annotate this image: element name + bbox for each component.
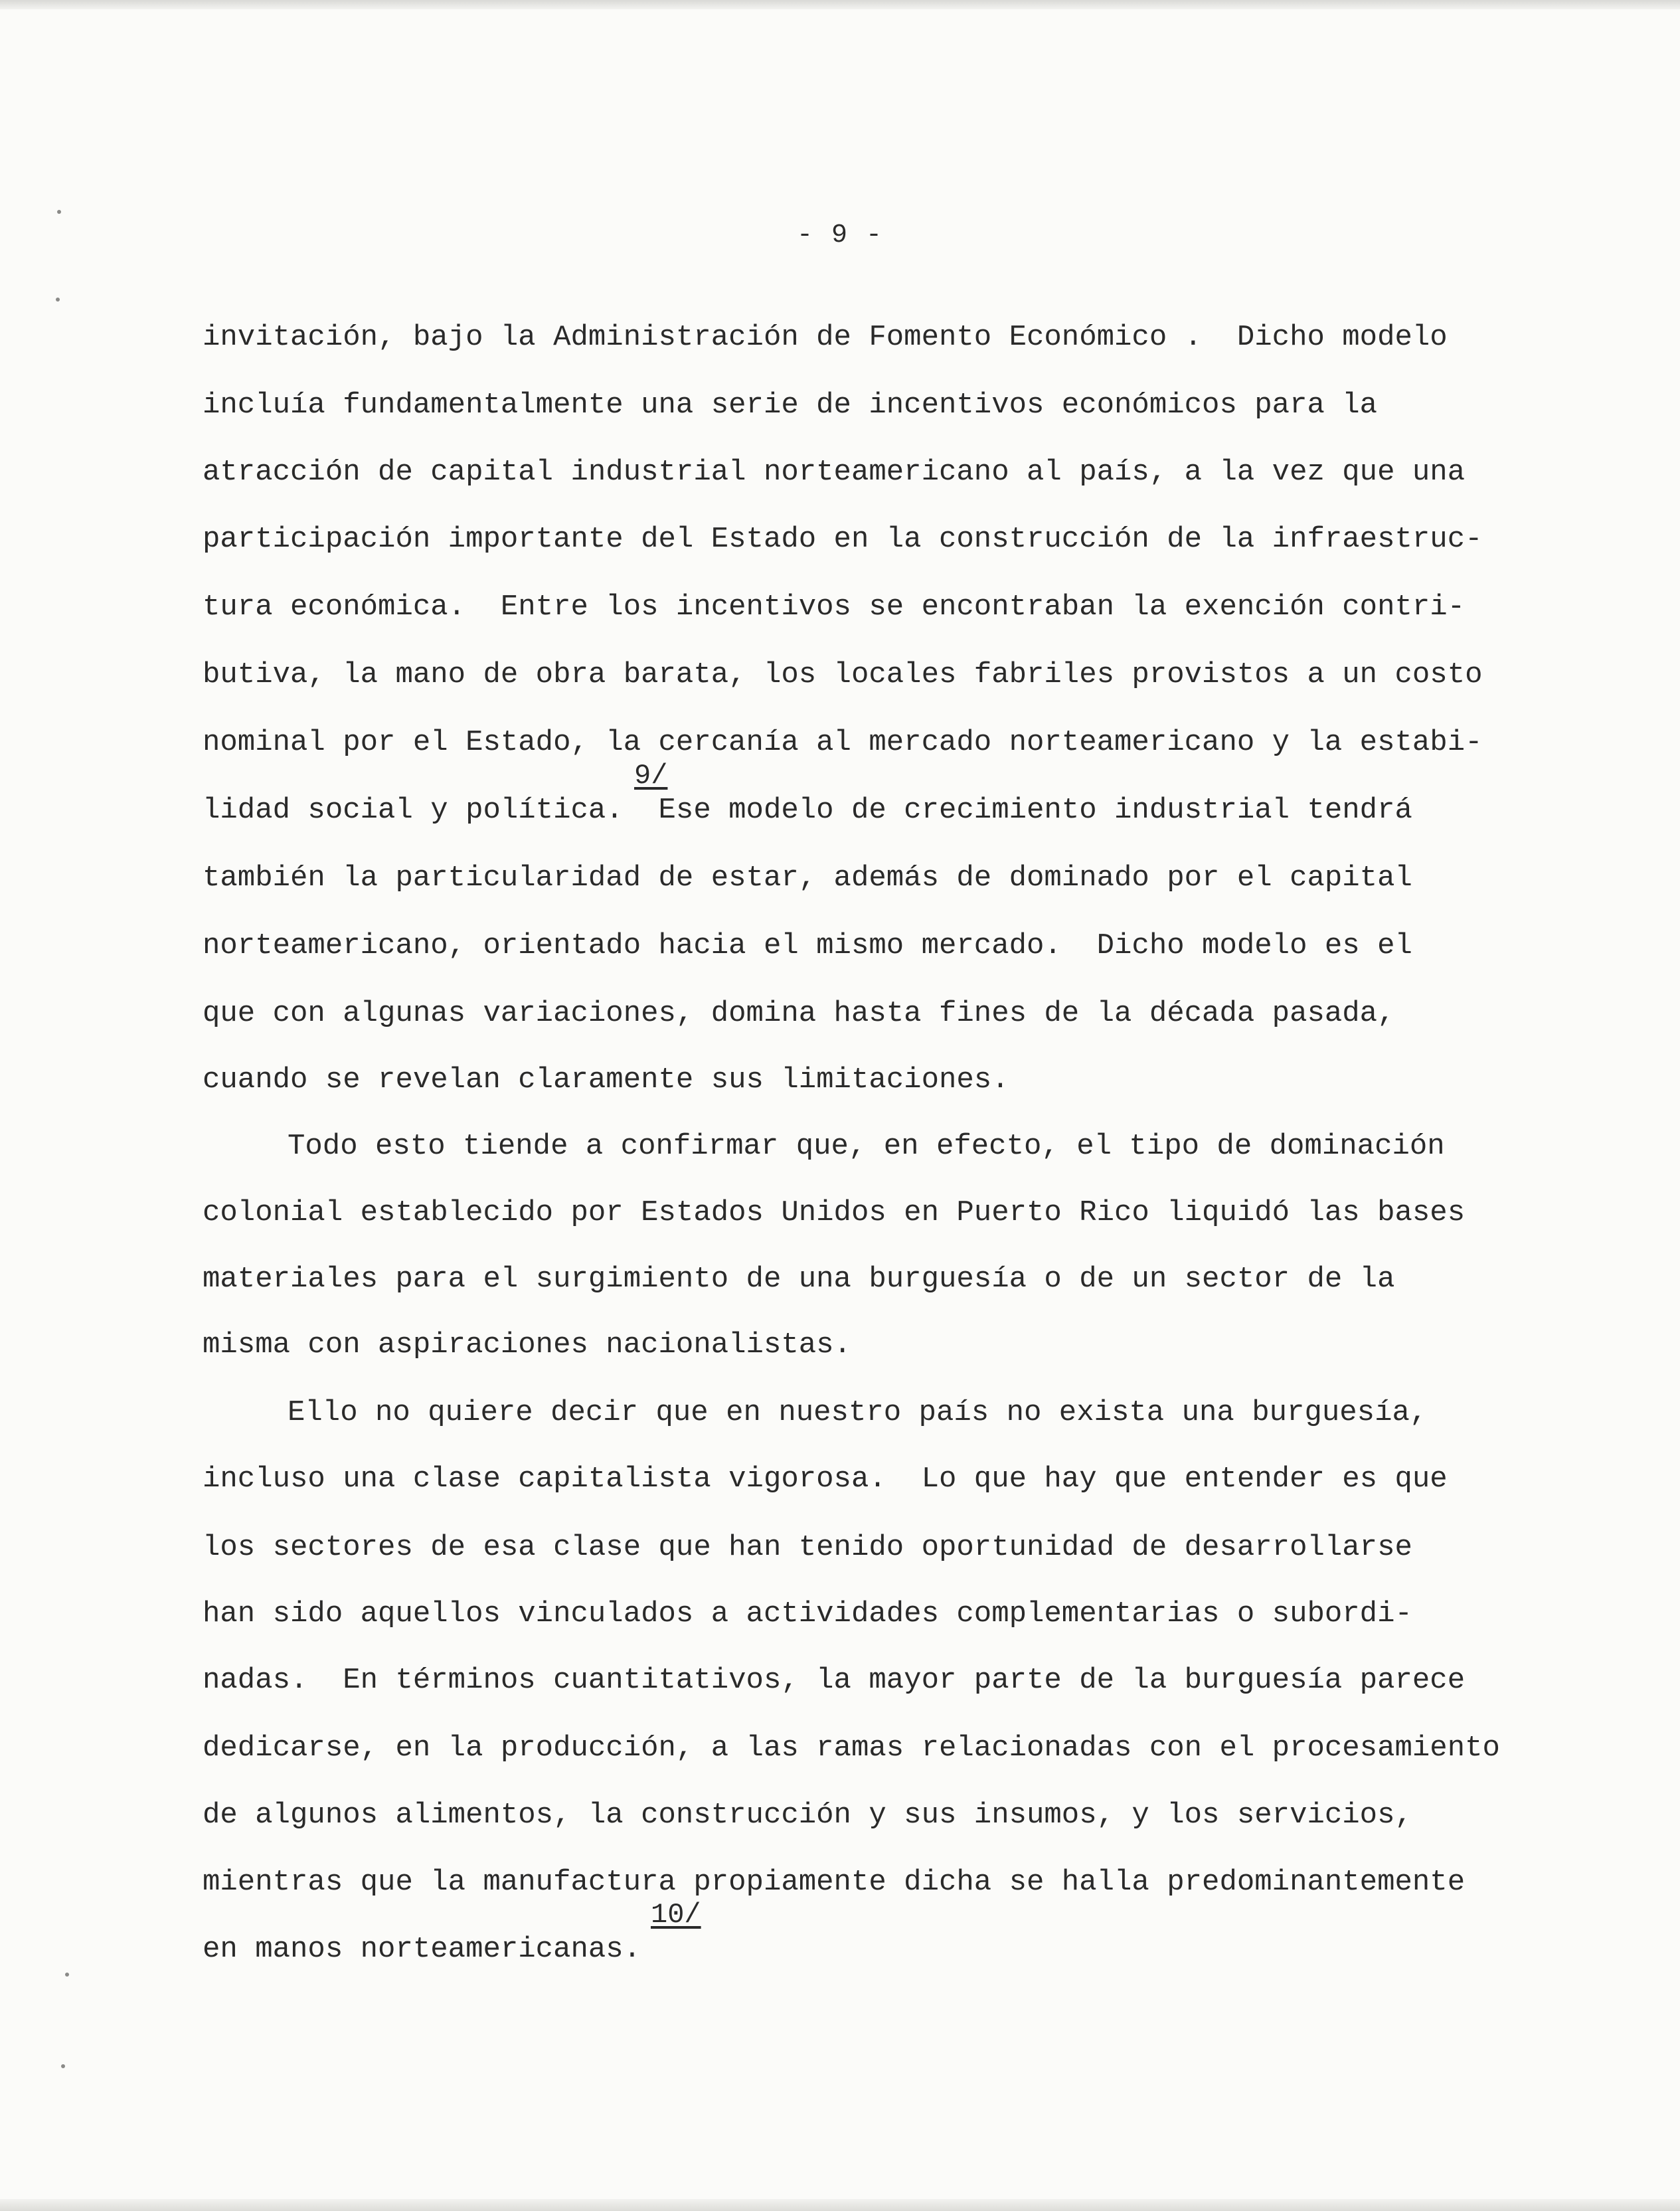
text-line: incluso una clase capitalista vigorosa. Lo que hay que entender es que bbox=[203, 1462, 1448, 1496]
text-line: en manos norteamericanas. bbox=[203, 1933, 641, 1966]
margin-mark bbox=[61, 2064, 65, 2068]
text-line: lidad social y política. Ese modelo de crecimiento industrial tendrá bbox=[203, 794, 1412, 827]
text-line: nominal por el Estado, la cercanía al mercado norteamericano y la estabi- bbox=[203, 726, 1483, 759]
text-line: butiva, la mano de obra barata, los locales fabriles provistos a un costo bbox=[203, 658, 1483, 691]
text-line: misma con aspiraciones nacionalistas. bbox=[203, 1328, 851, 1362]
text-line: colonial establecido por Estados Unidos en Puerto Rico liquidó las bases bbox=[203, 1196, 1466, 1229]
margin-mark bbox=[56, 298, 60, 302]
text-line: atracción de capital industrial norteamericano al país, a la vez que una bbox=[203, 456, 1466, 489]
scan-top-edge bbox=[0, 0, 1680, 9]
text-line: los sectores de esa clase que han tenido oportunidad de desarrollarse bbox=[203, 1531, 1412, 1564]
footnote-marker: 10/ bbox=[651, 1899, 701, 1931]
text-line: incluía fundamentalmente una serie de incentivos económicos para la bbox=[203, 389, 1378, 422]
text-line: Ello no quiere decir que en nuestro país no exista una burguesía, bbox=[288, 1396, 1428, 1429]
text-line: norteamericano, orientado hacia el mismo mercado. Dicho modelo es el bbox=[203, 929, 1412, 962]
margin-mark bbox=[57, 210, 61, 214]
margin-mark bbox=[65, 1973, 69, 1977]
text-line: cuando se revelan claramente sus limitaciones. bbox=[203, 1063, 1009, 1097]
scan-bottom-edge bbox=[0, 2199, 1680, 2211]
text-line: dedicarse, en la producción, a las ramas relacionadas con el procesamiento bbox=[203, 1731, 1500, 1765]
text-line: mientras que la manufactura propiamente dicha se halla predominantemente bbox=[203, 1866, 1466, 1899]
text-line: invitación, bajo la Administración de Fomento Económico . Dicho modelo bbox=[203, 321, 1448, 354]
text-line: materiales para el surgimiento de una burguesía o de un sector de la bbox=[203, 1263, 1395, 1296]
text-line: de algunos alimentos, la construcción y sus insumos, y los servicios, bbox=[203, 1799, 1412, 1832]
text-line: Todo esto tiende a confirmar que, en efecto, el tipo de dominación bbox=[288, 1130, 1445, 1163]
page-number: - 9 - bbox=[796, 221, 884, 250]
text-line: participación importante del Estado en la construcción de la infraestruc- bbox=[203, 523, 1483, 556]
text-line: han sido aquellos vinculados a actividades complementarias o subordi- bbox=[203, 1597, 1412, 1631]
text-line: también la particularidad de estar, además de dominado por el capital bbox=[203, 861, 1412, 895]
text-line: nadas. En términos cuantitativos, la mayor parte de la burguesía parece bbox=[203, 1664, 1466, 1697]
text-line: tura económica. Entre los incentivos se encontraban la exención contri- bbox=[203, 590, 1466, 624]
footnote-marker: 9/ bbox=[634, 760, 668, 792]
text-line: que con algunas variaciones, domina hasta fines de la década pasada, bbox=[203, 997, 1395, 1030]
